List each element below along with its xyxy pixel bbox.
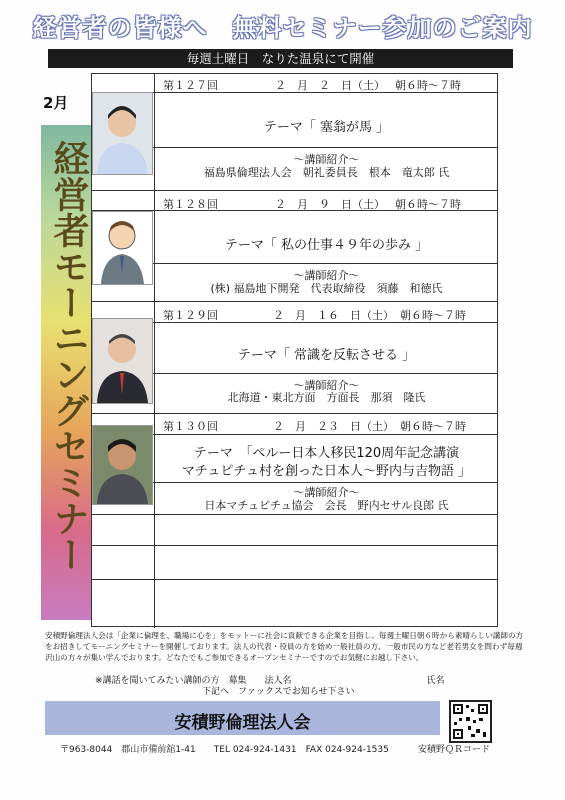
row-divider [92, 514, 497, 515]
lecturer-photo [92, 425, 153, 505]
contact-info: 〒963-8044 郡山市備前舘1-41 TEL 024-924-1431 FAX 024-924-1535 [60, 745, 389, 755]
seminar-theme: テーマ「 常識を反転させる 」 [237, 348, 416, 363]
seminar-time: 朝６時〜７時 [400, 420, 466, 433]
seminar-number: 第１３０回 [163, 420, 218, 433]
seminar-time: 朝６時〜７時 [400, 309, 466, 322]
seminar-theme-line2: マチュピチュ村を創った日本人〜野内与吉物語 」 [181, 464, 472, 479]
lecturer-intro-label: 〜講師紹介〜 [293, 153, 360, 166]
organization-description: 安積野倫理法人会は「企業に倫理を、職場に心を」をモットーに社会に貢献できる企業を目指し、毎週土曜日朝６時から素晴らしい講師の方をお招きしてモーニングセミナーを開催しております。法人の代表・役員の方を始め一般社員の方、一般市民の方など老若男女を問わず毎週沢山の方々が集い学んでおります。どなたでもご参加できるオープンセミナーですのでお気軽にお越し下さい。 [45, 631, 524, 662]
lecturer-photo [92, 92, 153, 175]
vertical-seminar-title: 経営者モーニングセミナー [48, 140, 90, 572]
seminar-number: 第１２７回 [163, 79, 218, 92]
row-divider [92, 579, 497, 580]
qr-code-label: 安積野ＱＲコード [418, 745, 491, 755]
subtitle-bar: 毎週土曜日 なりた温泉にて開催 [48, 49, 513, 68]
seminar-time: 朝６時〜７時 [395, 198, 461, 211]
organization-name: 安積野倫理法人会 [174, 713, 311, 733]
lecturer-name: 福島県倫理法人会 朝礼委員長 根本 竜太郎 氏 [203, 166, 450, 179]
row-divider [92, 545, 497, 546]
fax-note: 下記へ ファックスでお知らせ下さい [202, 687, 355, 697]
seminar-theme: テーマ 「ペルー日本人移民120周年記念講演 [193, 446, 460, 461]
row-divider [92, 190, 497, 191]
month-label: 2月 [43, 94, 69, 112]
lecturer-photo [92, 318, 153, 404]
qr-code-icon [449, 700, 492, 743]
lecturer-intro-label: 〜講師紹介〜 [293, 379, 360, 392]
lecturer-intro-label: 〜講師紹介〜 [293, 269, 360, 282]
seminar-number: 第１２９回 [163, 309, 218, 322]
row-divider [92, 301, 497, 302]
seminar-date: ２ 月 ９ 日（土） [275, 198, 385, 211]
person-portrait-icon [93, 93, 152, 174]
seminar-date: ２ 月 １６ 日（土） [273, 309, 394, 322]
seminar-number: 第１２８回 [163, 198, 218, 211]
lecturer-intro-label: 〜講師紹介〜 [293, 486, 360, 499]
seminar-theme: テーマ「 塞翁が馬 」 [263, 120, 390, 135]
lecturer-name: 北海道・東北方面 方面長 那須 隆氏 [227, 391, 426, 404]
lecturer-photo [92, 211, 153, 285]
seminar-time: 朝６時〜７時 [395, 79, 461, 92]
page-title: 経営者の皆様へ 無料セミナー参加のご案内 [32, 13, 533, 42]
person-portrait-icon [93, 426, 152, 504]
lecturer-request-note: ※講話を聞いてみたい講師の方 募集 法人名 氏名 [95, 676, 445, 686]
seminar-theme: テーマ「 私の仕事４９年の歩み 」 [224, 238, 429, 253]
seminar-date: ２ 月 ２ 日（土） [275, 79, 385, 92]
person-illustration-icon [93, 212, 152, 284]
seminar-date: ２ 月 ２３ 日（土） [273, 420, 394, 433]
row-divider [92, 413, 497, 414]
lecturer-name: (株) 福島地下開発 代表取締役 須藤 和徳氏 [210, 282, 443, 295]
lecturer-name: 日本マチュピチュ協会 会長 野内セサル良郎 氏 [204, 499, 449, 512]
person-portrait-icon [93, 319, 152, 403]
